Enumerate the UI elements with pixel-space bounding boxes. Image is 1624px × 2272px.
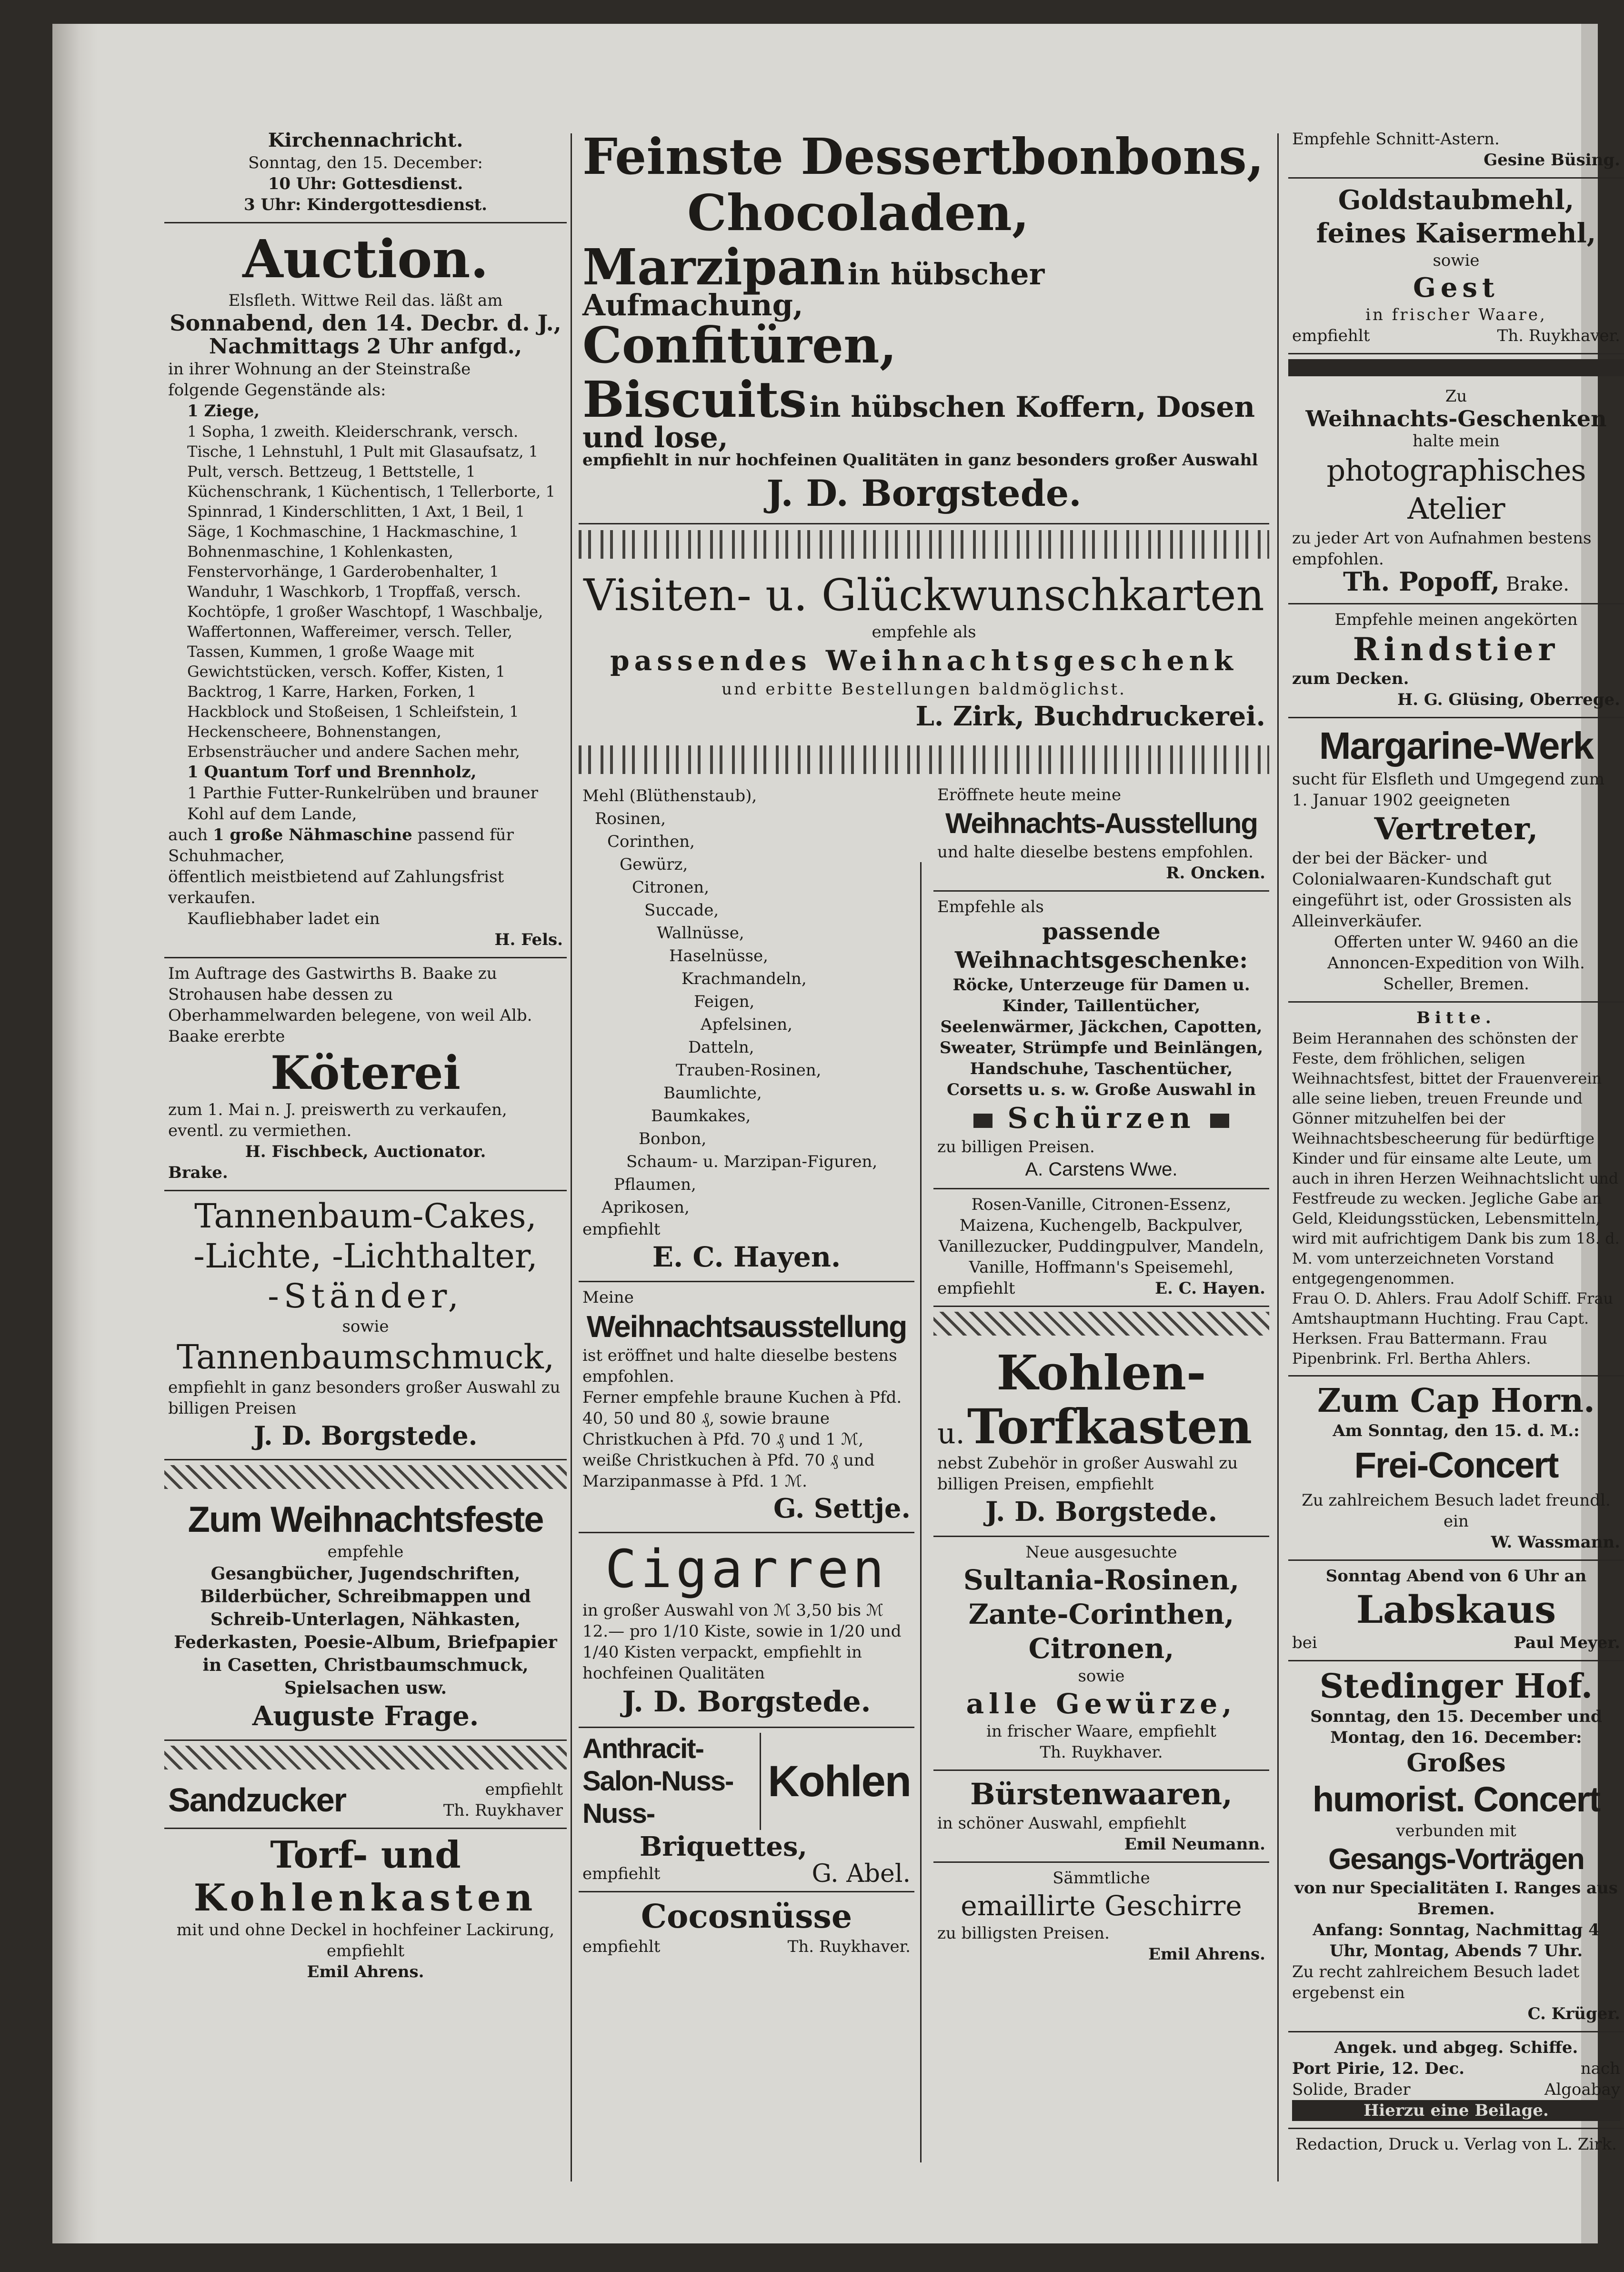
list-item: Rosinen, [595,809,666,828]
headline: alle Gewürze, [966,1688,1237,1720]
ad-carstens [933,892,1269,1189]
text-span: auch [168,825,208,844]
text-line: 1 Quantum Torf und Brennholz, [187,763,477,782]
headline: Goldstaubmehl, [1338,184,1574,216]
headline: Anthracit- [582,1733,703,1764]
signature: Auguste Frage. [252,1700,479,1732]
text-line: folgende Gegenstände als: [168,381,386,400]
text-line: in frischer Waare, [1365,305,1547,324]
headline: photographisches Atelier [1326,453,1586,526]
list-item: Succade, [644,901,719,920]
text-line: empfehle [327,1542,404,1561]
text-line: Sonntag, den 15. December und Montag, den 16. December: [1310,1707,1602,1747]
text-line: Anfang: Sonntag, Nachmittag 4 Uhr, Montag, Abends 7 Uhr. [1313,1920,1600,1960]
text-line: sowie [1078,1667,1125,1686]
ad-photo-atelier [1288,381,1624,604]
names: Frau O. D. Ahlers. Frau Adolf Schiff. Frau Amtshauptmann Huchting. Frau Capt. Herksen. Frau Battermann. Frau Pipenbrink. Frl. Bertha Ahlers. [1292,1289,1614,1367]
text-line: sowie [342,1317,389,1336]
text-line: 3 Uhr: Kindergottesdienst. [243,195,488,214]
text-line: Meine [582,1288,634,1307]
text-line: 1 Ziege, [187,402,260,421]
ad-torfkasten [164,1829,567,1989]
text-line: empfehle als [872,623,976,642]
signature: J. D. Borgstede. [253,1420,478,1451]
text-span: Schürzen [1007,1102,1195,1135]
ad-cocosnuesse [579,1892,914,1964]
headline: Citronen, [1028,1632,1174,1665]
text-line: 10 Uhr: Gottesdienst. [268,174,463,193]
headline: emaillirte Geschirre [961,1890,1242,1922]
time-line: Nachmittags 2 Uhr anfgd., [209,334,522,359]
text-line: Zu recht zahlreichem Besuch ladet ergebenst ein [1292,1962,1580,2002]
headline: Zante-Corinthen, [968,1598,1234,1630]
text-line: zu billigen Preisen. [937,1137,1095,1156]
ornament-border [579,530,1269,559]
headline: Gest [1413,272,1499,303]
text-line: Kaufliebhaber ladet ein [187,909,380,928]
text-line [168,824,563,866]
signature: J. D. Borgstede. [985,1496,1218,1528]
signature: C. Krüger. [1527,2004,1620,2023]
ad-bitte [1288,1003,1624,1377]
ad-kirchennachricht [164,124,567,223]
column-left [164,124,567,1989]
list-item: Citronen, [632,878,709,897]
headline: Stedinger Hof. [1319,1666,1593,1706]
text-line: Am Sonntag, den 15. d. M.: [1333,1421,1580,1440]
ad-cap-horn [1288,1377,1624,1561]
signature: R. Oncken. [1166,864,1265,883]
middle-right [924,780,1269,1971]
headline [937,1100,1265,1136]
impressum [1288,2129,1624,2161]
list-item: Krachmandeln, [682,969,807,988]
text-line: Sonntag, den 15. December: [248,153,483,172]
ad-koeterei [164,958,567,1191]
text-line: in schöner Auswahl, empfiehlt [937,1814,1186,1833]
place: Brake. [1505,573,1569,595]
ad-geschirre [933,1863,1269,1971]
ad-labskaus [1288,1561,1624,1661]
signature: J. D. Borgstede. [766,472,1082,514]
signature-row [582,1936,911,1957]
signature: Th. Ruykhaver. [1040,1743,1163,1762]
text-span: empfiehlt [582,1864,661,1883]
headline: Großes [1406,1749,1506,1778]
headline: Margarine-Werk [1319,724,1594,767]
headline: Sandzucker [168,1781,346,1819]
text-line: verbunden mit [1396,1821,1516,1840]
ad-hayen-list [579,780,914,1282]
text-line: empfiehlt in ganz besonders großer Auswahl zu billigen Preisen [168,1378,561,1418]
text-span: u. [937,1417,965,1450]
middle-left [579,780,924,1971]
ad-cigarren [579,1533,914,1728]
ad-tannenbaum [164,1191,567,1460]
signature: Emil Neumann. [1124,1835,1265,1854]
headline: Zum Cap Horn. [1317,1382,1595,1420]
signature-row [1292,1632,1620,1653]
text-line: Empfehle Schnitt-Astern. [1292,130,1500,149]
text-line: in großer Auswahl von ℳ 3,50 bis ℳ 12.— pro 1/10 Kiste, sowie in 1/20 und 1/40 Kisten verpackt, empfiehlt in hochfeinen Qualitäten [582,1601,902,1683]
text-line: halte mein [1413,432,1500,451]
list-item: Corinthen, [607,832,695,851]
headline: -Lichte, -Lichthalter, [193,1237,538,1276]
signature: Th. Popoff, [1343,566,1500,597]
ad-dessertbonbons [579,124,1269,524]
ad-oncken [933,780,1269,892]
beilage-note: Hierzu eine Beilage. [1292,2100,1620,2121]
column-rule [571,133,572,2182]
headline: Weihnachts-Geschenken [1305,406,1607,432]
text-line: Ferner empfehle braune Kuchen à Pfd. 40, 50 und 80 ₰, sowie braune Christkuchen à Pfd. 70 ₰ und 1 ℳ, weiße Christkuchen à Pfd. 70 ₰ und Marzipanmasse à Pfd. 1 ℳ. [582,1388,902,1491]
text-line: Eröffnete heute meine [937,785,1122,804]
list-item: Apfelsinen, [701,1015,792,1034]
column-rule [1277,133,1279,2182]
text-span: Solide, Brader [1292,2080,1411,2099]
headline: Nuss- [582,1798,655,1829]
list-item: Wallnüsse, [657,924,744,943]
headline: Frei-Concert [1354,1445,1558,1486]
signature: Th. Ruykhaver [443,1801,563,1820]
headline: Labskaus [1356,1587,1556,1632]
column-middle [579,124,1269,1971]
signature: Th. Ruykhaver. [1497,326,1620,345]
ad-rosinen [933,1537,1269,1771]
headline: Köterei [271,1046,461,1100]
black-bar [1288,359,1624,376]
text-line: öffentlich meistbietend auf Zahlungsfrist verkaufen. [168,867,504,907]
list-item: Feigen, [694,992,755,1011]
headline: Bitte. [1416,1008,1496,1027]
text-line: nebst Zubehör in großer Auswahl zu billigen Preisen, empfiehlt [937,1454,1238,1494]
text-line [443,1779,563,1821]
headline: Visiten- u. Glückwunschkarten [583,570,1264,621]
text-line: Redaction, Druck u. Verlag von L. Zirk. [1295,2135,1617,2154]
ornament-border [579,745,1269,774]
ornament-border [164,1465,567,1489]
item-list: Gesangbücher, Jugendschriften, Bilderbücher, Schreibmappen und Schreib-Unterlagen, Nähkasten, Federkasten, Poesie-Album, Briefpapier in Casetten, Christbaumschmuck, Spielsachen usw. [174,1564,557,1698]
signature-row [937,1278,1265,1299]
ad-astern [1288,124,1624,179]
signature: E. C. Hayen. [652,1241,841,1273]
ad-buerstenwaaren [933,1771,1269,1863]
text-line: in ihrer Wohnung an der Steinstraße [168,360,471,379]
signature: Th. Ruykhaver. [787,1937,911,1956]
headline: Biscuits [582,370,807,429]
ad-margarine [1288,718,1624,1003]
text-span: empfiehlt [937,1279,1015,1298]
signature: Paul Meyer. [1514,1633,1620,1652]
text-line: Sämmtliche [1053,1869,1150,1888]
ad-visitenkarten [579,564,1269,740]
ship-row [1292,2079,1620,2100]
text-line: empfiehlt in nur hochfeinen Qualitäten in ganz besonders großer Auswahl [582,451,1258,470]
ad-kohlenkasten [933,1340,1269,1537]
signature: Gesine Büsing. [1484,151,1620,170]
item-list: Rosen-Vanille, Citronen-Essenz, Maizena, Kuchengelb, Backpulver, Vanillezucker, Puddingpulver, Mandeln, Vanille, Hoffmann's Speisemehl, [938,1195,1264,1277]
pointing-hand-icon [973,1114,992,1128]
headline: Salon-Nuss- [582,1766,733,1797]
item-list: Röcke, Unterzeuge für Damen u. Kinder, Taillentücher, Seelenwärmer, Jäckchen, Capotten, Sweater, Strümpfe und Beinlängen, Handschuhe, Taschentücher, Corsetts u. s. w. Große Auswahl in [939,975,1263,1099]
signature: A. Carstens Wwe. [1025,1159,1178,1180]
list-item: Datteln, [688,1038,754,1057]
signature: H. G. Glüsing, Oberrege. [1397,690,1620,709]
ad-settje [579,1282,914,1533]
headline: Confitüren, [582,316,897,374]
anthracit-labels [582,1733,760,1830]
text-span: passend für Schuhmacher, [168,825,514,865]
headline: Angek. und abgeg. Schiffe. [1334,2038,1578,2057]
headline: passendes Weihnachtsgeschenk [610,644,1238,677]
pointing-hand-icon [1210,1114,1229,1128]
signature: L. Zirk, Buchdruckerei. [915,701,1265,732]
ad-auction [164,223,567,958]
headline: Tannenbaumschmuck, [176,1337,555,1377]
text-line: Offerten unter W. 9460 an die Annoncen-Expedition von Wilh. Scheller, Bremen. [1327,933,1585,994]
ad-mehl [1288,179,1624,354]
headline: Tannenbaum-Cakes, [194,1196,537,1236]
text-line: in frischer Waare, empfiehlt [986,1722,1216,1741]
ad-schiffe [1288,2032,1624,2129]
text-line: Neue ausgesuchte [1025,1543,1177,1562]
text-line: von nur Specialitäten I. Ranges aus Bremen. [1294,1879,1618,1919]
text-line: Im Auftrage des Gastwirths B. Baake zu Strohausen habe dessen zu Oberhammelwarden belegene, von weil Alb. Baake ererbte [168,964,532,1046]
text-line: Empfehle meinen angekörten [1334,610,1578,629]
headline: Kohlen- [996,1345,1206,1401]
headline: Sultania-Rosinen, [963,1564,1240,1596]
list-item: Baumlichte, [663,1084,762,1103]
headline: Briquettes, [640,1831,807,1862]
headline: Kohlen [768,1757,911,1806]
signature-row [1292,566,1620,597]
signature-row [582,1860,911,1888]
text-line: sowie [1433,251,1480,270]
ad-sandzucker [164,1774,567,1829]
headline: Marzipan [582,238,845,296]
column-right [1288,124,1624,2161]
signature: G. Abel. [812,1860,911,1888]
item-list: 1 Sopha, 1 zweith. Kleiderschrank, versch. Tische, 1 Lehnstuhl, 1 Pult mit Glasaufsatz, 1 Pult, versch. Bettzeug, 1 Bettstelle, 1 Küchenschrank, 1 Küchentisch, 1 Tellerborte, 1 Spinnrad, 1 Kinderschlitten, 1 Axt, 1 Beil, 1 Säge, 1 Kochmaschine, 1 Hackmaschine, 1 Bohnenmaschine, 1 Kohlenkasten, Fenstervorhänge, 1 Garderobenhalter, 1 Wanduhr, 1 Waschkorb, 1 Tropffaß, versch. Kochtöpfe, 1 großer Waschtopf, 1 Waschbalje, Waffertonnen, Waffereimer, versch. Teller, Tassen, Kummen, 1 große Waage mit Gewichtstücken, versch. Koffer, Kisten, 1 Backtrog, 1 Karre, Harken, Forken, 1 Hackblock und Stoßeisen, 1 Schleifstein, 1 Heckenscheere, Bohnenstangen, Erbsensträucher und andere Sachen mehr, [187,422,555,761]
signature: Emil Ahrens. [1148,1945,1265,1964]
newspaper-page [52,24,1620,2243]
signature: H. Fischbeck, Auctionator. [245,1142,486,1161]
text-line: ist eröffnet und halte dieselbe bestens empfohlen. [582,1346,897,1386]
headline: Rindstier [1353,631,1560,668]
text-line: zu jeder Art von Aufnahmen bestens empfohlen. [1292,529,1592,569]
list-item: Bonbon, [639,1129,707,1148]
text-span: in hübscher Aufmachung, [582,257,1045,322]
place: Brake. [168,1163,228,1182]
text-span: in hübschen Koffern, Dosen und lose, [582,391,1255,454]
list-item: Gewürz, [620,855,688,874]
anthracit-row [582,1733,911,1830]
headline: Gesangs-Vorträgen [1328,1843,1584,1876]
text-line: Empfehle als [937,897,1044,916]
text-line: mit und ohne Deckel in hochfeiner Lackirung, empfiehlt [176,1920,555,1960]
text-line: zum Decken. [1292,669,1409,688]
text-line: Elsfleth. Wittwe Reil das. läßt am [228,291,503,310]
text-line: empfiehlt [582,1220,661,1239]
ad-anthracit [579,1728,914,1892]
ad-hayen-backwaren [933,1189,1269,1307]
stagger-list [582,784,911,1219]
headline: passende Weihnachtsgeschenke: [954,918,1248,974]
text-line: sucht für Elsfleth und Umgegend zum 1. Januar 1902 geeigneten [1292,770,1605,810]
text-line: der bei der Bäcker- und Colonialwaaren-Kundschaft gut eingeführt ist, oder Grossisten als Alleinverkäufer. [1292,849,1572,931]
text-span: Algoabay [1544,2080,1620,2099]
headline: Auction. [242,228,489,290]
text-line: 1 Parthie Futter-Runkelrüben und brauner Kohl auf dem Lande, [187,784,538,824]
middle-split [579,780,1269,1971]
signature: Emil Ahrens. [307,1962,424,1981]
signature: W. Wassmann. [1491,1533,1620,1552]
headline: Cigarren [605,1538,888,1599]
list-item: Trauben-Rosinen, [676,1061,822,1080]
list-item: Pflaumen, [614,1175,696,1194]
ad-stedinger-hof [1288,1661,1624,2032]
text-line: zum 1. Mai n. J. preiswerth zu verkaufen, eventl. zu vermiethen. [168,1100,507,1140]
headline: Torfkasten [967,1398,1253,1455]
headline: Chocoladen, [687,183,1030,242]
ornament-border [164,1746,567,1769]
headline: Cocosnüsse [641,1898,852,1936]
signature-row [1292,325,1620,346]
headline: Kohlenkasten [193,1876,538,1920]
text-line: und halte dieselbe bestens empfohlen. [937,843,1253,862]
list-item: Baumkakes, [651,1106,751,1126]
ornament-border [933,1312,1269,1336]
signature: H. Fels. [494,930,563,949]
text-line: Sonntag Abend von 6 Uhr an [1325,1567,1587,1586]
list-item: Mehl (Blüthenstaub), [582,786,757,805]
text-span: bei [1292,1633,1317,1652]
paragraph: Beim Herannahen des schönsten der Feste, dem fröhlichen, seligen Weihnachtsfest, bittet der Frauenverein alle seine lieben, treuen Freunde und Gönner mitzuhelfen bei der Weihnachtsbescheerung für bedürftige Kinder und für einsame alte Leute, um auch in ihren Herzen Weihnachtslicht und Festfreude zu wecken. Jegliche Gabe an Geld, Kleidungsstücken, Lebensmitteln, wird mit aufrichtigem Dank bis zum 18. d. M. vom unterzeichneten Vorstand entgegengenommen. [1292,1029,1620,1287]
headline: -Ständer, [268,1277,463,1316]
page-spine [52,24,98,2243]
date-line: Sonnabend, den 14. Decbr. d. J., [170,310,561,336]
list-item: Aprikosen, [601,1198,690,1217]
text-line: Zu zahlreichem Besuch ladet freundl. ein [1302,1491,1611,1531]
text-span: nach [1580,2059,1620,2078]
signature: J. D. Borgstede. [622,1685,871,1719]
headline: Zum Weihnachtsfeste [188,1499,543,1540]
headline: Weihnachtsausstellung [586,1309,907,1344]
headline: Weihnachts-Ausstellung [945,807,1257,839]
text-span: empfiehlt [485,1780,563,1799]
signature: E. C. Hayen. [1155,1279,1265,1298]
headline: Kirchennachricht. [268,129,463,151]
ship-row [1292,2058,1620,2079]
ad-weihnachtsfeste [164,1494,567,1741]
text-line: zu billigsten Preisen. [937,1924,1110,1943]
list-item: Haselnüsse, [669,946,768,965]
text-line: und erbitte Bestellungen baldmöglichst. [722,680,1126,699]
headline: Feinste Dessertbonbons, [582,127,1264,186]
headline: Bürstenwaaren, [970,1777,1233,1811]
text-span: Port Pirie, 12. Dec. [1292,2059,1465,2078]
kohlen-box [760,1733,911,1830]
headline: humorist. Concert [1312,1779,1600,1819]
text-span: empfiehlt [582,1937,661,1956]
headline: feines Kaisermehl, [1316,218,1596,249]
text-span: empfiehlt [1292,326,1370,345]
text-line: Zu [1445,387,1467,406]
ad-rindstier [1288,604,1624,718]
headline: Vertreter, [1374,811,1538,847]
text-span: 1 große Nähmaschine [212,825,412,844]
list-item: Schaum- u. Marzipan-Figuren, [626,1152,878,1171]
headline: Torf- und [270,1833,461,1877]
signature: G. Settje. [773,1493,911,1524]
